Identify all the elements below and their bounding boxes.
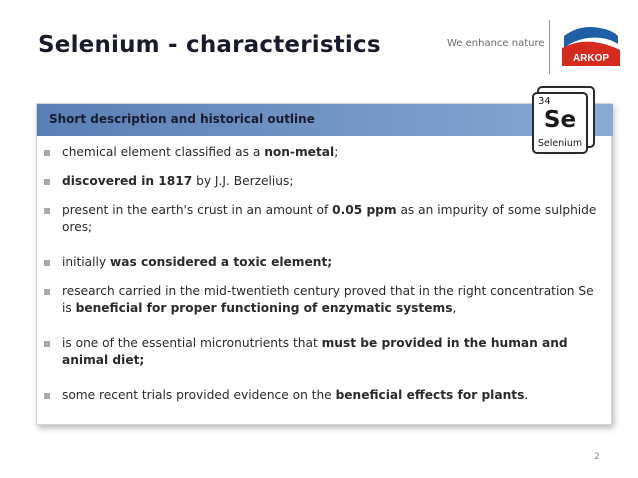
element-symbol: Se	[543, 107, 577, 133]
bullet-item	[37, 254, 597, 283]
bullet-item	[37, 202, 597, 254]
bullet-text: ;	[334, 145, 339, 159]
bullet-text: as an impurity of some sulphide ores;	[62, 203, 597, 234]
logo-text: ARKOP	[572, 53, 610, 64]
periodic-element-card	[532, 92, 588, 154]
bullet-item	[37, 144, 597, 173]
bullet-emphasis: 0.05 ppm	[332, 203, 397, 217]
arkop-logo	[560, 22, 622, 72]
section-header-bar	[37, 104, 613, 136]
page-number: 2	[594, 452, 600, 462]
bullet-item	[37, 283, 597, 335]
section-title: Short description and historical outline	[49, 112, 315, 126]
bullet-text: some recent trials provided evidence on the	[62, 388, 336, 402]
bullet-item	[37, 335, 597, 387]
element-name: Selenium	[537, 138, 583, 149]
bullet-text: chemical element classified as a	[62, 145, 265, 159]
slide-title: Selenium - characteristics	[38, 32, 381, 58]
bullet-text: by J.J. Berzelius;	[192, 174, 294, 188]
bullet-text: .	[524, 388, 529, 402]
atomic-number: 34	[538, 96, 551, 107]
bullet-text: ,	[452, 301, 457, 315]
bullet-emphasis: non-metal	[264, 145, 335, 159]
header-divider	[549, 20, 550, 74]
bullet-emphasis: discovered in 1817	[62, 174, 193, 188]
bullet-emphasis: beneficial for proper functioning of enzymatic systems	[75, 301, 453, 315]
bullet-text: research carried in the mid-twentieth century proved that in the right concentration Se is	[62, 284, 594, 315]
bullet-text: is one of the essential micronutrients that	[62, 336, 322, 350]
bullet-list	[37, 144, 597, 416]
bullet-item	[37, 173, 597, 202]
bullet-text: present in the earth's crust in an amount of	[62, 203, 333, 217]
bullet-emphasis: was considered a toxic element;	[110, 255, 333, 269]
company-tagline: We enhance nature	[447, 38, 545, 49]
bullet-item	[37, 387, 597, 416]
bullet-text: initially	[62, 255, 110, 269]
content-box	[36, 103, 612, 425]
bullet-emphasis: beneficial effects for plants	[335, 388, 525, 402]
bullet-emphasis: must be provided in the human and animal diet;	[62, 336, 568, 367]
